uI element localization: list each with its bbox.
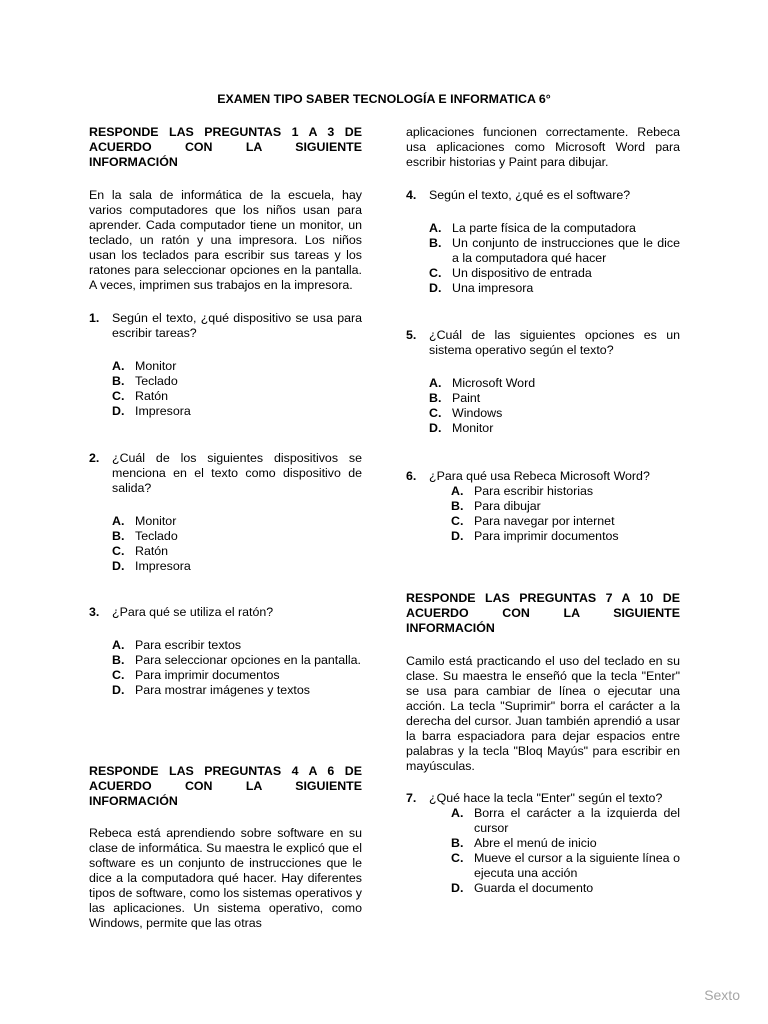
option-text: Ratón	[135, 389, 169, 403]
answer-option[interactable]	[112, 653, 362, 668]
answer-option[interactable]	[112, 559, 362, 574]
option-letter: B.	[112, 374, 125, 388]
section-1	[89, 125, 362, 293]
question-1	[89, 311, 362, 419]
answer-option[interactable]	[451, 836, 680, 851]
question-number: 4.	[406, 188, 417, 202]
answer-option[interactable]	[112, 374, 362, 389]
question-5	[406, 328, 680, 436]
option-letter: B.	[112, 529, 125, 543]
answer-option[interactable]	[451, 881, 680, 896]
option-letter: A.	[112, 359, 125, 373]
option-text: Una impresora	[452, 281, 534, 295]
option-text: Microsoft Word	[452, 376, 536, 390]
answer-option[interactable]	[429, 391, 680, 406]
question-4	[406, 188, 680, 296]
page-footer: Sexto	[704, 987, 740, 1003]
option-text: Para dibujar	[474, 499, 541, 513]
option-text: La parte física de la computadora	[452, 221, 636, 235]
option-letter: A.	[451, 484, 464, 498]
answer-option[interactable]	[429, 236, 680, 266]
option-letter: A.	[112, 514, 125, 528]
option-text: Ratón	[135, 544, 169, 558]
answer-option[interactable]	[451, 499, 680, 514]
option-letter: C.	[112, 544, 125, 558]
section-text: Camilo está practicando el uso del teclado en su clase. Su maestra le enseñó que la tecla "Enter" se usa para cambiar de línea o ejecutar una acción. La tecla "Suprimir" borra el carácter a la derecha del cursor. Juan también aprendió a usar la barra espaciadora para dejar espacios entre palabras y la tecla "Bloq Mayús" para escribir en mayúsculas.	[406, 654, 680, 773]
answer-option[interactable]	[451, 484, 680, 499]
option-letter: D.	[429, 281, 442, 295]
answer-option[interactable]	[429, 376, 680, 391]
question-2	[89, 451, 362, 574]
option-letter: B.	[429, 391, 442, 405]
option-text: Teclado	[135, 374, 178, 388]
option-letter: C.	[451, 514, 464, 528]
option-letter: C.	[429, 406, 442, 420]
answer-option[interactable]	[429, 421, 680, 436]
option-letter: B.	[112, 653, 125, 667]
answer-option[interactable]	[429, 221, 680, 236]
option-letter: D.	[451, 881, 464, 895]
right-column	[406, 125, 680, 905]
question-number: 1.	[89, 311, 100, 325]
option-text: Para imprimir documentos	[474, 529, 619, 543]
option-letter: D.	[112, 559, 125, 573]
option-text: Un conjunto de instrucciones que le dice a la computadora qué hacer	[452, 236, 680, 265]
option-letter: D.	[112, 404, 125, 418]
option-text: Teclado	[135, 529, 178, 543]
option-letter: D.	[451, 529, 464, 543]
option-letter: A.	[112, 638, 125, 652]
answer-option[interactable]	[112, 514, 362, 529]
answer-option[interactable]	[112, 544, 362, 559]
answer-option[interactable]	[429, 281, 680, 296]
section-text: Rebeca está aprendiendo sobre software en su clase de informática. Su maestra le explicó que el software es un conjunto de instrucciones que le dice a la computadora qué hacer. Hay diferentes tipos de software, como los sistemas operativos y las aplicaciones. Un sistema operativo, como Windows, permite que las otras	[89, 826, 362, 930]
section-heading: RESPONDE LAS PREGUNTAS 4 A 6 DE ACUERDO CON LA SIGUIENTE INFORMACIÓN	[89, 764, 362, 808]
question-number: 5.	[406, 328, 417, 342]
section-3	[406, 591, 680, 774]
question-3	[89, 605, 362, 698]
option-letter: C.	[112, 389, 125, 403]
answer-option[interactable]	[112, 683, 362, 698]
option-text: Borra el carácter a la izquierda del cursor	[474, 806, 680, 835]
answer-option[interactable]	[112, 359, 362, 374]
option-text: Abre el menú de inicio	[474, 836, 597, 850]
question-number: 2.	[89, 451, 100, 465]
question-7	[406, 791, 680, 896]
question-text: ¿Cuál de los siguientes dispositivos se menciona en el texto como dispositivo de salida?	[112, 451, 362, 495]
left-column	[89, 125, 362, 935]
option-letter: A.	[429, 221, 442, 235]
option-text: Para escribir historias	[474, 484, 594, 498]
option-text: Para mostrar imágenes y textos	[135, 683, 310, 697]
answer-option[interactable]	[451, 851, 680, 881]
section-text: En la sala de informática de la escuela, hay varios computadores que los niños usan para aprender. Cada computador tiene un monitor, un teclado, un ratón y una impresora. Los niños usan los teclados para escribir sus tareas y los ratones para seleccionar opciones en la pantalla. A veces, imprimen sus trabajos en la impresora.	[89, 188, 362, 292]
option-text: Para escribir textos	[135, 638, 242, 652]
answer-option[interactable]	[112, 668, 362, 683]
question-text: ¿Qué hace la tecla "Enter" según el texto?	[429, 791, 663, 805]
answer-option[interactable]	[112, 389, 362, 404]
option-text: Monitor	[135, 359, 177, 373]
question-number: 6.	[406, 469, 417, 483]
option-letter: C.	[112, 668, 125, 682]
question-text: ¿Para qué usa Rebeca Microsoft Word?	[429, 469, 650, 483]
option-text: Para navegar por internet	[474, 514, 615, 528]
section-heading: RESPONDE LAS PREGUNTAS 1 A 3 DE ACUERDO CON LA SIGUIENTE INFORMACIÓN	[89, 125, 362, 169]
option-text: Monitor	[452, 421, 494, 435]
option-letter: C.	[429, 266, 442, 280]
question-text: ¿Cuál de las siguientes opciones es un sistema operativo según el texto?	[429, 328, 680, 357]
question-text: Según el texto, ¿qué dispositivo se usa para escribir tareas?	[112, 311, 362, 340]
option-letter: B.	[451, 499, 464, 513]
question-text: ¿Para qué se utiliza el ratón?	[112, 605, 274, 619]
section-2	[89, 764, 362, 931]
option-letter: B.	[451, 836, 464, 850]
question-6	[406, 469, 680, 544]
section-heading: RESPONDE LAS PREGUNTAS 7 A 10 DE ACUERDO CON LA SIGUIENTE INFORMACIÓN	[406, 591, 680, 635]
option-text: Para imprimir documentos	[135, 668, 280, 682]
option-letter: D.	[112, 683, 125, 697]
option-letter: D.	[429, 421, 442, 435]
option-letter: C.	[451, 851, 464, 865]
question-number: 3.	[89, 605, 100, 619]
question-text: Según el texto, ¿qué es el software?	[429, 188, 631, 202]
option-text: Impresora	[135, 559, 191, 573]
answer-option[interactable]	[112, 638, 362, 653]
option-text: Guarda el documento	[474, 881, 594, 895]
option-text: Para seleccionar opciones en la pantalla.	[135, 653, 361, 667]
answer-option[interactable]	[451, 806, 680, 836]
option-text: Mueve el cursor a la siguiente línea o ejecuta una acción	[474, 851, 680, 880]
answer-option[interactable]	[429, 266, 680, 281]
option-text: Paint	[452, 391, 481, 405]
section-text: aplicaciones funcionen correctamente. Rebeca usa aplicaciones como Microsoft Word para escribir historias y Paint para dibujar.	[406, 125, 680, 169]
option-text: Monitor	[135, 514, 177, 528]
exam-title: EXAMEN TIPO SABER TECNOLOGÍA E INFORMATICA 6°	[217, 92, 551, 106]
option-letter: B.	[429, 236, 442, 250]
section-2-continued	[406, 125, 680, 170]
answer-option[interactable]	[451, 529, 680, 544]
answer-option[interactable]	[112, 529, 362, 544]
answer-option[interactable]	[112, 404, 362, 419]
option-text: Un dispositivo de entrada	[452, 266, 592, 280]
option-text: Impresora	[135, 404, 191, 418]
option-letter: A.	[429, 376, 442, 390]
question-number: 7.	[406, 791, 417, 805]
answer-option[interactable]	[429, 406, 680, 421]
option-text: Windows	[452, 406, 503, 420]
option-letter: A.	[451, 806, 464, 820]
answer-option[interactable]	[451, 514, 680, 529]
